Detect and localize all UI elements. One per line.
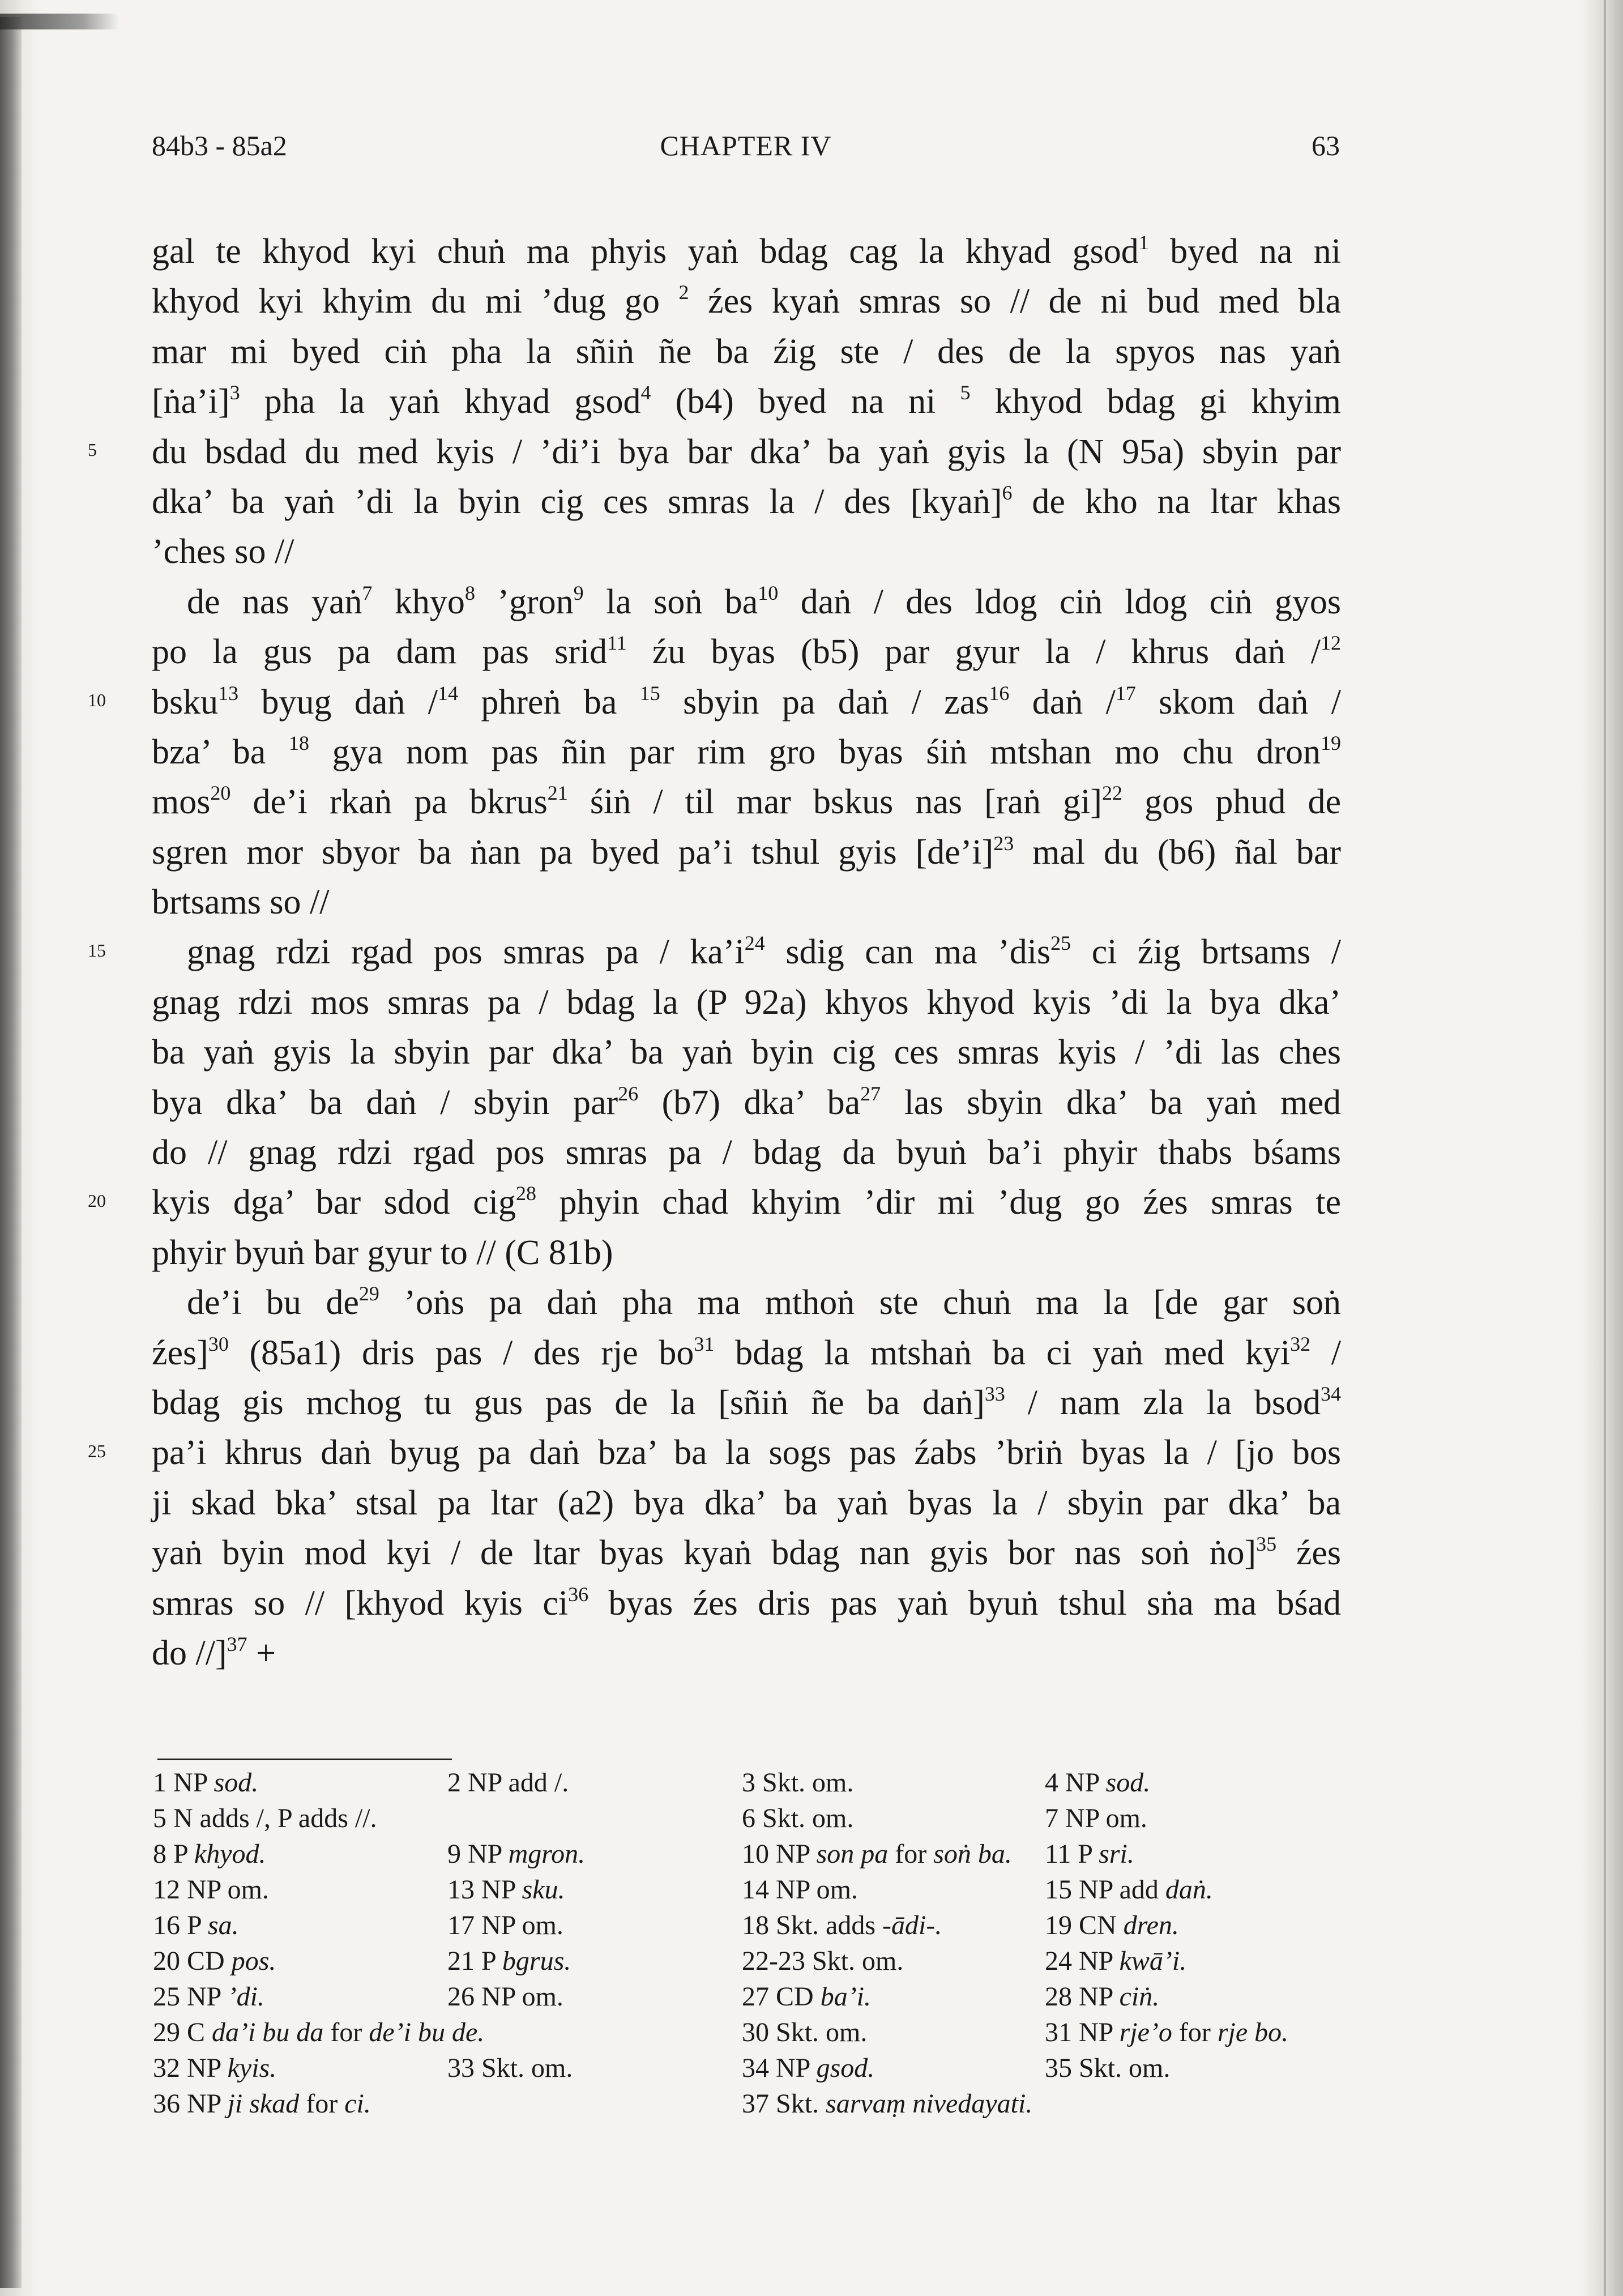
footnote: 15 NP add daṅ. [1045,1875,1213,1905]
footnote-ref: 32 [1290,1332,1311,1355]
footnote: 21 P bgrus. [447,1946,571,1976]
footnote: 6 Skt. om. [742,1803,854,1833]
footnote-ref: 1 [1138,231,1149,254]
text-line: bdag gis mchog tu gus pas de la [sñiṅ ñe ba daṅ]$^{33}$ / nam zla la bsod$^{34}$ [152,1382,1341,1422]
footnote: 32 NP kyis. [153,2053,277,2083]
text-line: de’i bu $de^{29}$ ’oṅs pa daṅ pha ma mthoṅ ste chuṅ ma la [de gar soṅ [187,1282,1341,1322]
footnote-row [153,1874,1348,1910]
scan-binding-shadow [0,17,22,2288]
line-number: 25 [88,1440,106,1461]
footnote-ref: 6 [1002,481,1013,504]
footnote-ref: 21 [547,782,568,805]
footnote-ref: 19 [1321,731,1341,754]
footnote: 4 NP sod. [1045,1768,1151,1798]
footnote: 11 P sri. [1045,1839,1134,1869]
footnote: 29 C da’i bu da for de’i bu de. [153,2017,485,2047]
footnote-ref: 20 [210,782,231,805]
footnote-row [153,1910,1348,1945]
footnote: 5 N adds /, P adds //. [153,1803,377,1833]
footnote-ref: 34 [1321,1382,1341,1405]
text-line: [ṅa’i]$^3$ pha la yaṅ khyad gsod$^4$ (b4) byed na ni $^5$ khyod bdag gi khyim [152,381,1341,421]
text-line: gal te khyod kyi chuṅ ma phyis yaṅ bdag cag la khyad gsod$^1$ byed na ni [152,231,1342,271]
text-line: mos$^{20}$ de’i rkaṅ pa bkrus$^{21}$ śiṅ / til mar bskus nas [raṅ gi]$^{22}$ gos phud de [152,782,1341,822]
text-line: smras so // [khyod kyis $ci^{36}$ byas źes dris pas yaṅ byuṅ tshul sṅa ma bśad [152,1582,1341,1623]
footnote-ref: 16 [989,681,1010,705]
text-line: sgren mor sbyor ba ṅan pa byed pa’i tshul gyis [de’i]$^{23}$ mal du (b6) ñal bar [152,831,1341,872]
footnote-row [153,2088,1348,2124]
footnote-ref: 18 [288,731,309,754]
footnote: 35 Skt. om. [1045,2053,1171,2083]
line-number: 5 [88,439,97,460]
footnote: 31 NP rje’o for rje bo. [1045,2017,1289,2047]
footnote: 37 Skt. sarvaṃ nivedayati. [742,2089,1033,2119]
footnote-ref: 12 [1321,631,1341,655]
chapter-title: CHAPTER IV [660,130,832,161]
footnote: 26 NP om. [447,1982,563,2012]
folio-range: 84b3 - 85a2 [152,130,287,161]
text-line: bya dka’ ba daṅ / sbyin par$^{26}$ (b7) dka’ $ba^{27}$ las sbyin dka’ ba yaṅ med [152,1082,1341,1122]
footnote-ref: 25 [1050,932,1071,955]
text-line: du bsdad du med kyis / ’di’i bya bar dka’ ba yaṅ gyis la (N 95a) sbyin par [152,432,1341,471]
footnote-row [153,2052,1348,2088]
text-line: phyir byuṅ bar gyur to // (C 81b) [152,1233,613,1272]
footnote-row [153,2017,1348,2052]
footnote-ref: 33 [984,1382,1005,1405]
text-line: bza’ ba $^{18}$ gya nom pas ñin par rim gro byas śiṅ mtshan mo chu dron$^{19}$ [152,731,1341,771]
text-line: kyis dga’ bar sdod cig$^{28}$ phyin chad khyim ’dir mi ’dug go źes smras te [152,1182,1341,1222]
footnote-ref: 27 [860,1082,881,1105]
line-number: 10 [88,689,106,710]
footnote-ref: 22 [1101,782,1122,805]
footnote-ref: 11 [607,631,627,655]
text-line: do //]$^{37}$ + [152,1632,276,1672]
footnote: 13 NP sku. [447,1875,565,1905]
scan-edge-line [1604,0,1606,2296]
text-line: po la gus pa dam pas srid$^{11}$ źu byas (b5) par gyur la / khrus daṅ /$^{12}$ [152,631,1341,672]
footnote-ref: 9 [573,581,584,604]
footnote: 34 NP gsod. [742,2053,875,2083]
footnote-ref: 13 [218,681,239,705]
footnote: 10 NP son pa for soṅ ba. [742,1839,1012,1869]
footnote-ref: 23 [993,831,1014,855]
footnote: 14 NP om. [742,1875,858,1905]
footnote-ref: 8 [464,581,475,604]
footnote: 28 NP ciṅ. [1045,1982,1160,2012]
footnote-row [153,1945,1348,1981]
text-line: gnag rdzi rgad pos smras pa / $ka’i^{24}$ sdig can ma ’dis$^{25}$ ci źig brtsams / [187,932,1341,972]
running-header [152,129,1340,174]
footnote: 27 CD ba’i. [742,1982,872,2012]
footnote: 17 NP om. [447,1910,563,1940]
footnote-row [153,1803,1348,1838]
line-number: 20 [88,1190,106,1211]
footnote: 16 P sa. [153,1910,239,1940]
footnote-ref: 3 [229,381,240,404]
text-line: ’ches so // [152,532,294,571]
footnote-row [153,1981,1348,2017]
text-line: ji skad bka’ stsal pa ltar (a2) bya dka’ ba yaṅ byas la / sbyin par dka’ ba [152,1483,1341,1522]
main-text [152,227,1341,1678]
footnote-ref: 5 [960,381,971,404]
page-number: 63 [1312,130,1340,161]
footnote: 20 CD pos. [153,1946,276,1976]
footnote: 22-23 Skt. om. [742,1946,904,1976]
footnote: 30 Skt. om. [742,2017,868,2047]
footnote-row [153,1767,1348,1803]
footnote-ref: 4 [640,381,651,404]
footnote: 7 NP om. [1045,1803,1147,1833]
footnote: 2 NP add /. [447,1768,569,1798]
footnote-ref: 31 [694,1332,715,1355]
scan-edge-right [1578,0,1623,2296]
footnote: 25 NP ’di. [153,1982,264,2012]
text-line: ba yaṅ gyis la sbyin par dka’ ba yaṅ byin cig ces smras kyis / ’di las ches [152,1033,1341,1072]
footnote-row [153,1838,1348,1874]
footnote-ref: 15 [639,681,660,705]
footnote-ref: 28 [516,1182,536,1205]
text-line: mar mi byed ciṅ pha la sñiṅ ñe ba źig ste / des de la spyos nas yaṅ [152,332,1341,371]
footnote: 36 NP ji skad for ci. [153,2089,371,2119]
text-line: dka’ ba yaṅ ’di la byin cig ces smras la / des [kyaṅ]$^6$ de kho na ltar khas [152,481,1341,521]
footnote-ref: 37 [227,1632,247,1655]
text-line: bsku$^{13}$ byug daṅ /$^{14}$ phreṅ ba $^{15}$ sbyin pa daṅ / zas$^{16}$ daṅ /$^{17}$ skom daṅ / [152,681,1341,722]
footnote-ref: 30 [208,1332,229,1355]
footnote: 19 CN dren. [1045,1910,1179,1940]
text-line: pa’i khrus daṅ byug pa daṅ bza’ ba la sogs pas źabs ’briṅ byas la / [jo bos [152,1433,1341,1473]
footnote: 1 NP sod. [153,1768,259,1798]
footnote-ref: 24 [744,932,765,955]
footnote-ref: 36 [568,1582,589,1606]
text-line: gnag rdzi mos smras pa / bdag la (P 92a) khyos khyod kyis ’di la bya dka’ [152,983,1341,1022]
footnote: 3 Skt. om. [742,1768,854,1798]
footnote-ref: 10 [758,581,779,604]
footnotes [153,1767,1348,2124]
footnote-ref: 26 [618,1082,639,1105]
footnote: 24 NP kwā’i. [1045,1946,1187,1976]
footnote: 9 NP mgron. [447,1839,586,1869]
footnote-ref: 2 [678,281,689,304]
footnote: 18 Skt. adds -ādi-. [742,1910,942,1940]
footnote-ref: 14 [437,681,458,705]
text-line: de nas yaṅ$^7$ khyo$^8$ ’gron$^9$ la soṅ $ba^{10}$ daṅ / des ldog ciṅ ldog ciṅ gyos [187,581,1342,621]
footnote-ref: 17 [1115,681,1136,705]
footnote-rule [157,1759,452,1760]
text-line: źes]$^{30}$ (85a1) dris pas / des rje $bo^{31}$ bdag la mtshaṅ ba ci yaṅ med kyi$^{32}$ / [152,1332,1341,1372]
scan-corner-mark [0,14,119,29]
line-number: 15 [88,940,106,961]
footnote-ref: 7 [362,581,373,604]
footnote: 33 Skt. om. [447,2053,573,2083]
footnote-ref: 29 [358,1282,379,1305]
footnote-ref: 35 [1256,1533,1277,1556]
text-line: brtsams so // [152,883,330,922]
text-line: khyod kyi khyim du mi ’dug go $^2$ źes kyaṅ smras so // de ni bud med bla [152,281,1341,321]
text-line: do // gnag rdzi rgad pos smras pa / bdag da byuṅ ba’i phyir thabs bśams [152,1133,1341,1172]
footnote: 8 P khyod. [153,1839,266,1869]
footnote: 12 NP om. [153,1875,269,1905]
text-line: yaṅ byin mod kyi / de ltar byas kyaṅ bdag nan gyis bor nas soṅ ṅo]$^{35}$ źes [152,1533,1341,1573]
